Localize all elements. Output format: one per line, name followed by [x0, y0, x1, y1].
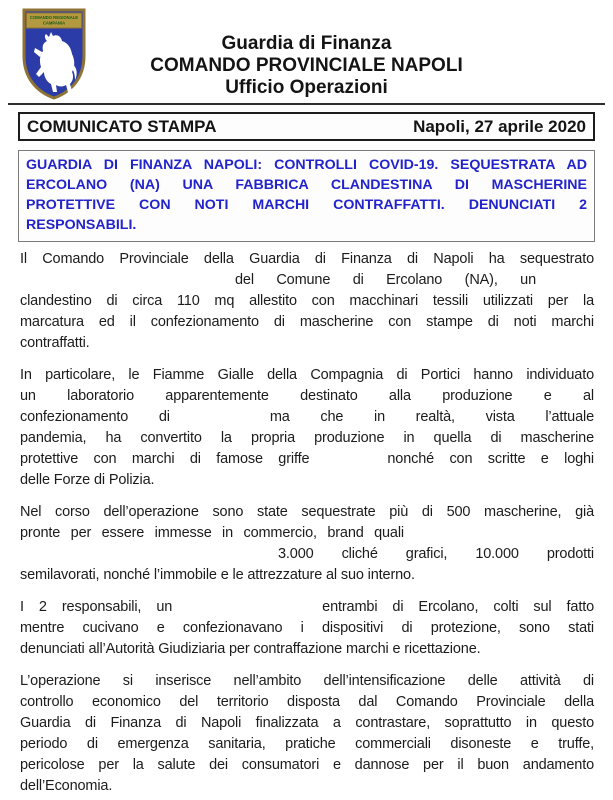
text-line	[26, 195, 587, 215]
text-line	[26, 175, 587, 195]
command-name: COMANDO PROVINCIALE NAPOLI	[150, 55, 463, 76]
text-segment: ERCOLANO (NA) UNA FABBRICA CLANDESTINA DI MASCHERINE	[26, 177, 587, 193]
text-line	[20, 470, 594, 491]
text-segment: delle Forze di Polizia.	[20, 472, 155, 488]
text-line	[20, 291, 594, 312]
text-line	[26, 155, 587, 175]
press-release-label: COMUNICATO STAMPA	[27, 116, 217, 136]
redaction-gap	[20, 557, 278, 558]
text-segment: del Comune di Ercolano (NA), un	[235, 272, 536, 288]
text-line	[20, 249, 594, 270]
text-line	[20, 639, 594, 660]
text-segment: mentre cucivano e confezionavano i dispositivi di protezione, sono stati	[20, 620, 594, 636]
text-line	[20, 502, 594, 523]
text-segment: pronte per essere immesse in commercio, brand quali	[20, 525, 404, 541]
text-segment: In particolare, le Fiamme Gialle della Compagnia di Portici hanno individuato	[20, 367, 594, 383]
text-segment: confezionamento di	[20, 409, 170, 425]
text-line	[20, 270, 594, 291]
office-name: Ufficio Operazioni	[225, 77, 388, 98]
text-segment: pericolose per la salute dei consumatori e dannose per il buon andamento	[20, 757, 594, 773]
paragraph	[20, 597, 594, 660]
text-line	[20, 671, 594, 692]
text-line	[20, 428, 594, 449]
text-line	[26, 215, 587, 235]
org-name: Guardia di Finanza	[221, 33, 392, 54]
text-line	[20, 776, 594, 797]
redaction-gap	[309, 462, 387, 463]
redaction-gap	[170, 420, 270, 421]
text-segment: periodo di emergenza sanitaria, pratiche commerciali disoneste e truffe,	[20, 736, 594, 752]
text-segment: L’operazione si inserisce nell’ambito dell’intensificazione delle attività di	[20, 673, 594, 689]
text-line	[20, 544, 594, 565]
text-segment: clandestino di circa 110 mq allestito con macchinari tessili utilizzati per la	[20, 293, 594, 309]
redaction-gap	[20, 283, 235, 284]
redaction-gap	[536, 283, 594, 284]
text-segment: un laboratorio apparentemente destinato alla produzione e al	[20, 388, 594, 404]
text-segment: Guardia di Finanza di Napoli finalizzata a contrastare, soprattutto in questo	[20, 715, 594, 731]
letterhead	[0, 33, 613, 99]
text-segment: pandemia, ha convertito la propria produzione in quella di mascherine	[20, 430, 594, 446]
text-segment: ma che in realtà, vista l’attuale	[269, 409, 594, 425]
text-line	[20, 365, 594, 386]
redaction-gap	[172, 610, 322, 611]
text-segment: I 2 responsabili, un	[20, 599, 173, 615]
text-line	[20, 386, 594, 407]
text-line	[20, 449, 594, 470]
paragraph	[20, 249, 594, 354]
text-line	[20, 692, 594, 713]
dateline: Napoli, 27 aprile 2020	[413, 116, 586, 136]
text-line	[20, 734, 594, 755]
text-line	[20, 312, 594, 333]
header-divider	[8, 103, 605, 105]
text-segment: protettive con marchi di famose griffe	[20, 451, 310, 467]
headline-box	[18, 150, 595, 242]
text-segment: RESPONSABILI.	[26, 217, 137, 233]
text-line	[20, 565, 594, 586]
text-segment: GUARDIA DI FINANZA NAPOLI: CONTROLLI COVID-19. SEQUESTRATA AD	[26, 157, 587, 173]
text-line	[20, 755, 594, 776]
text-line	[20, 407, 594, 428]
text-line	[20, 523, 594, 544]
text-segment: semilavorati, nonché l’immobile e le attrezzature al suo interno.	[20, 567, 415, 583]
text-segment: controllo economico del territorio disposta dal Comando Provinciale della	[20, 694, 594, 710]
paragraph	[20, 671, 594, 797]
text-segment: 3.000 cliché grafici, 10.000 prodotti	[278, 546, 594, 562]
text-line	[20, 597, 594, 618]
redaction-gap	[404, 536, 594, 537]
text-line	[20, 713, 594, 734]
crest-band-line2: CAMPANIA	[42, 20, 66, 26]
text-segment: denunciati all’Autorità Giudiziaria per contraffazione marchi e ricettazione.	[20, 641, 481, 657]
paragraph	[20, 502, 594, 586]
text-line	[20, 618, 594, 639]
crest-band-line1: COMANDO REGIONALE	[29, 15, 79, 20]
text-segment: PROTETTIVE CON NOTI MARCHI CONTRAFFATTI. DENUNCIATI 2	[26, 197, 587, 213]
text-line	[20, 333, 594, 354]
text-segment: dell’Economia.	[20, 778, 113, 794]
text-segment: entrambi di Ercolano, colti sul fatto	[322, 599, 594, 615]
text-segment: contraffatti.	[20, 335, 90, 351]
body-text	[20, 249, 594, 800]
press-release-bar	[18, 112, 595, 141]
paragraph	[20, 365, 594, 491]
text-segment: Il Comando Provinciale della Guardia di Finanza di Napoli ha sequestrato	[20, 251, 594, 267]
text-segment: nonché con scritte e loghi	[387, 451, 595, 467]
text-segment: Nel corso dell’operazione sono state sequestrate più di 500 mascherine, già	[20, 504, 594, 520]
text-segment: marcatura ed il confezionamento di mascherine con stampe di noti marchi	[20, 314, 594, 330]
